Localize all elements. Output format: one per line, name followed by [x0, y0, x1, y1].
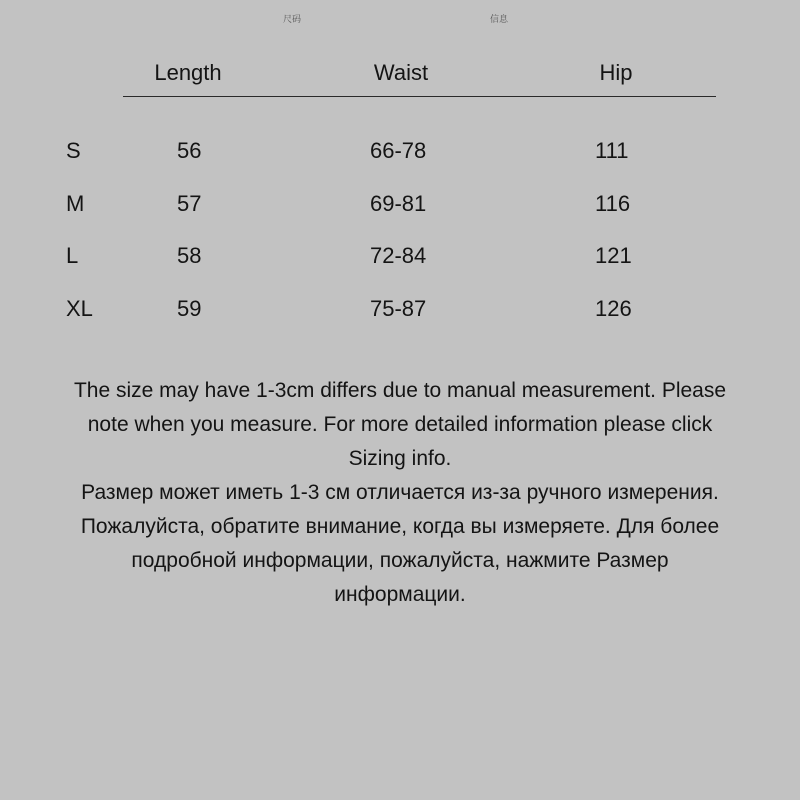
length-cell: 58	[177, 243, 202, 268]
note-line-ru: Пожалуйста, обратите внимание, когда вы измеряете. Для более	[80, 515, 720, 538]
waist-cell: 75-87	[370, 295, 427, 321]
note-line-ru: Размер может иметь 1-3 см отличается из-за ручного измерения.	[81, 481, 719, 504]
size-label-small: 尺码	[283, 15, 302, 25]
length-cell: 57	[177, 190, 202, 216]
waist-cell: 69-81	[370, 190, 427, 216]
waist-cell: 72-84	[370, 243, 427, 268]
hip-cell: 126	[595, 295, 632, 321]
note-line-en: note when you measure. For more detailed information please click	[87, 413, 713, 436]
hip-cell: 111	[595, 138, 629, 163]
table-body	[0, 136, 800, 346]
note-line-ru: подробной информации, пожалуйста, нажмите Размер	[131, 549, 669, 572]
column-header-length: Length	[154, 60, 222, 85]
size-cell: M	[66, 190, 85, 216]
size-cell: XL	[66, 295, 93, 321]
waist-cell: 66-78	[370, 138, 427, 163]
note-line-ru: информации.	[334, 583, 466, 606]
table-row	[0, 189, 800, 242]
hip-cell: 121	[595, 243, 632, 268]
table-row	[0, 136, 800, 189]
table-row	[0, 241, 800, 294]
size-cell: S	[66, 138, 81, 163]
note-line-en: Sizing info.	[348, 447, 452, 470]
column-header-hip: Hip	[599, 60, 633, 85]
length-cell: 56	[177, 138, 202, 163]
hip-cell: 116	[595, 190, 631, 216]
length-cell: 59	[177, 295, 202, 321]
measurement-note	[20, 374, 780, 612]
table-row	[0, 294, 800, 347]
info-label-small: 信息	[490, 15, 509, 25]
note-line-en: The size may have 1-3cm differs due to manual measurement. Please	[73, 379, 727, 402]
header-divider	[123, 96, 716, 97]
size-cell: L	[66, 243, 79, 268]
column-header-waist: Waist	[373, 60, 429, 85]
